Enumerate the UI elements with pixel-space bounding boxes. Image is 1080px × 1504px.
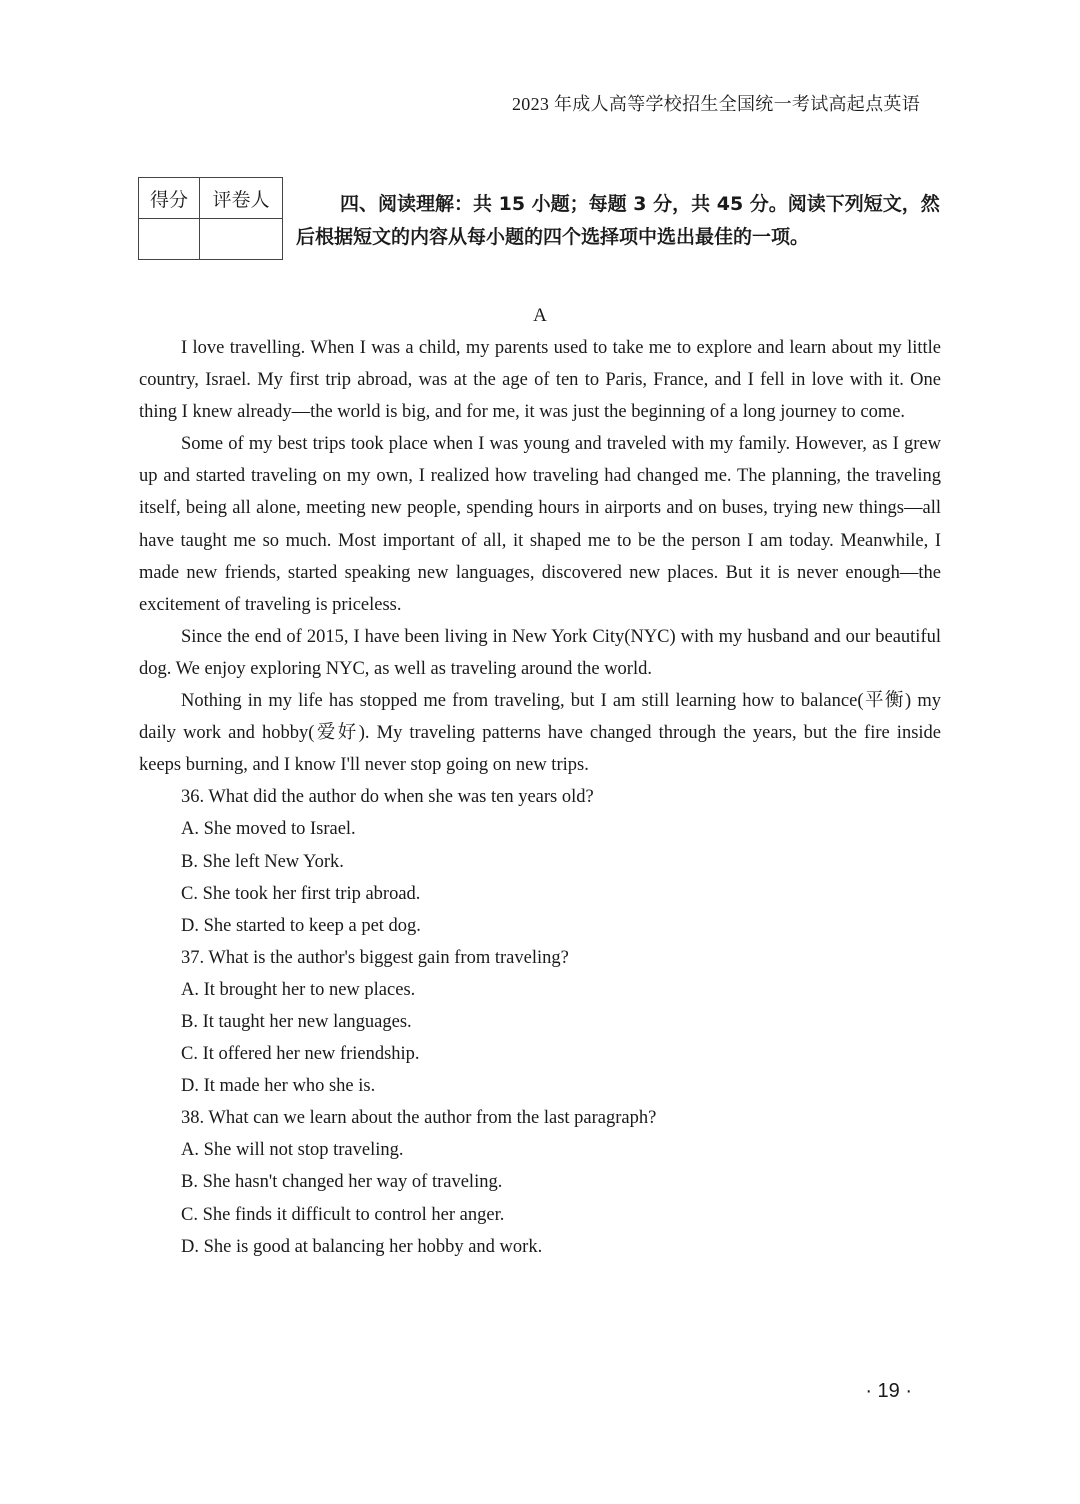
passage-body xyxy=(139,332,941,1263)
question-37 xyxy=(139,942,941,1102)
option-a: A. She will not stop traveling. xyxy=(181,1140,404,1161)
passage-paragraph: Since the end of 2015, I have been living in New York City(NYC) with my husband and our beautiful dog. We enjoy exploring NYC, as well as traveling around the world. xyxy=(139,626,941,679)
question-38 xyxy=(139,1102,941,1262)
option-d: D. She started to keep a pet dog. xyxy=(181,915,421,936)
passage-letter: A xyxy=(533,305,547,326)
option-c: C. She took her first trip abroad. xyxy=(181,883,421,904)
section-instructions-line-1: 四、阅读理解：共 15 小题；每题 3 分，共 45 分。阅读下列短文，然 xyxy=(340,193,940,215)
score-label: 得分 xyxy=(139,178,200,219)
score-cell xyxy=(139,219,200,260)
section-instructions xyxy=(296,188,940,254)
page-number: · 19 · xyxy=(865,1380,912,1402)
option-c: C. It offered her new friendship. xyxy=(181,1044,420,1065)
option-d: D. It made her who she is. xyxy=(181,1076,376,1097)
grader-cell xyxy=(200,219,283,260)
passage-paragraph: Nothing in my life has stopped me from traveling, but I am still learning how to balance(平衡) my daily work and hobby(爱好). My traveling patterns have changed through the years, but the fire inside keeps burning, and I know I'll never stop going on new trips. xyxy=(139,691,941,776)
option-c: C. She finds it difficult to control her anger. xyxy=(181,1204,505,1225)
option-b: B. She left New York. xyxy=(181,851,344,872)
option-a: A. It brought her to new places. xyxy=(181,979,416,1000)
question-stem: 38. What can we learn about the author from the last paragraph? xyxy=(181,1108,657,1129)
option-b: B. It taught her new languages. xyxy=(181,1011,412,1032)
option-d: D. She is good at balancing her hobby and work. xyxy=(181,1236,543,1257)
score-table xyxy=(138,177,283,260)
grader-label: 评卷人 xyxy=(200,178,283,219)
question-stem: 37. What is the author's biggest gain from traveling? xyxy=(181,947,569,968)
question-36 xyxy=(139,781,941,941)
section-instructions-line-2: 后根据短文的内容从每小题的四个选择项中选出最佳的一项。 xyxy=(296,226,810,248)
question-stem: 36. What did the author do when she was ten years old? xyxy=(181,787,594,808)
option-b: B. She hasn't changed her way of traveling. xyxy=(181,1172,503,1193)
passage-paragraph: I love travelling. When I was a child, my parents used to take me to explore and learn about my little country, Israel. My first trip abroad, was at the age of ten to Paris, France, and I fell in love with it. One thing I knew already—the world is big, and for me, it was just the beginning of a long journey to come. xyxy=(139,338,941,423)
option-a: A. She moved to Israel. xyxy=(181,819,356,840)
page-header-title: 2023 年成人高等学校招生全国统一考试高起点英语 xyxy=(512,94,920,114)
passage-paragraph: Some of my best trips took place when I was young and traveled with my family. However, as I grew up and started traveling on my own, I realized how traveling had changed me. The planning, the traveling itself, being all alone, meeting new people, spending hours in airports and on buses, trying new things—all have taught me so much. Most important of all, it shaped me to be the person I am today. Meanwhile, I made new friends, started speaking new languages, discovered new places. But it is never enough—the excitement of traveling is priceless. xyxy=(139,434,941,615)
